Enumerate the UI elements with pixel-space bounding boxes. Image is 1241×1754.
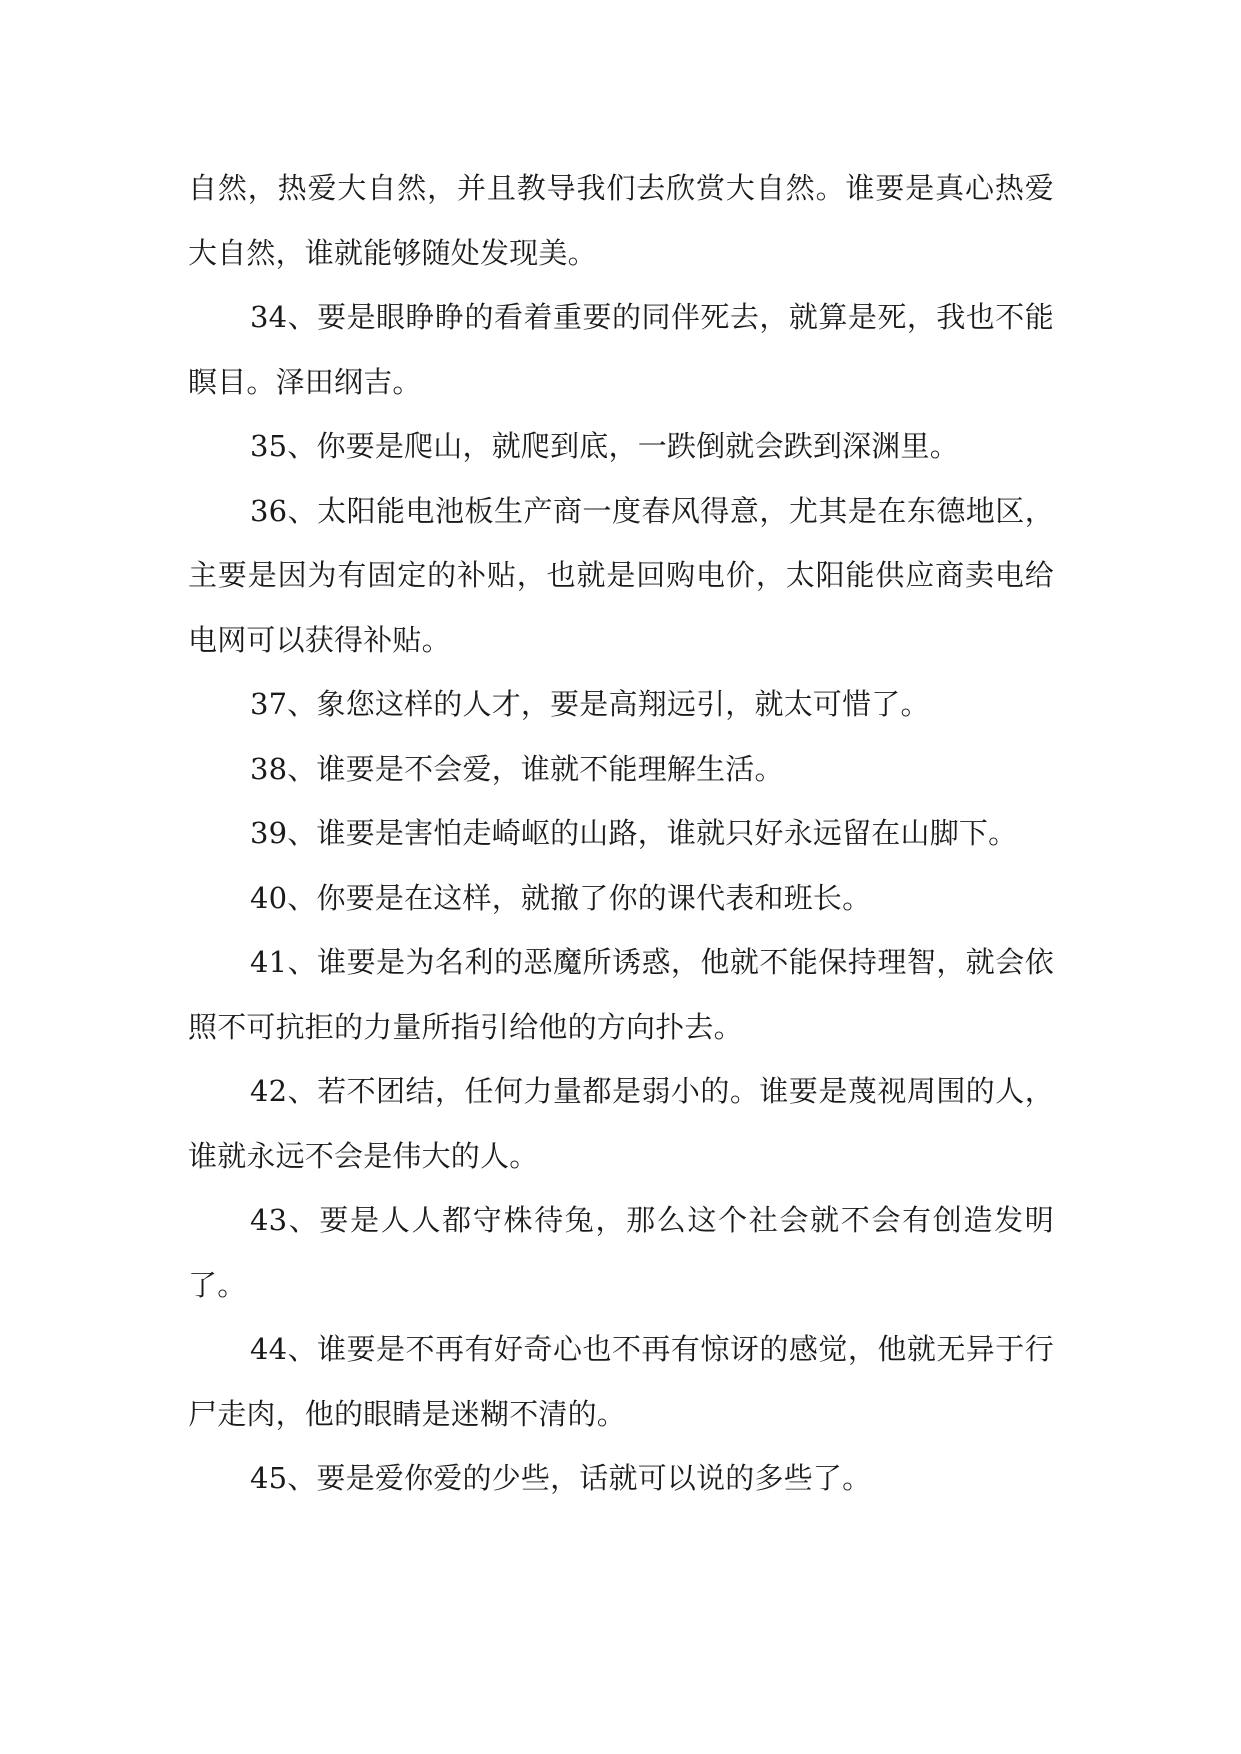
paragraph-44: 44、谁要是不再有好奇心也不再有惊讶的感觉，他就无异于行尸走肉，他的眼睛是迷糊不清的。 xyxy=(188,1332,1054,1431)
paragraph-42: 42、若不团结，任何力量都是弱小的。谁要是蔑视周围的人，谁就永远不会是伟大的人。 xyxy=(188,1074,1054,1173)
paragraph-39: 39、谁要是害怕走崎岖的山路，谁就只好永远留在山脚下。 xyxy=(250,816,1018,850)
paragraph-37: 37、象您这样的人才，要是高翔远引，就太可惜了。 xyxy=(250,687,930,721)
paragraph-40: 40、你要是在这样，就撤了你的课代表和班长。 xyxy=(250,880,872,915)
paragraph-38: 38、谁要是不会爱，谁就不能理解生活。 xyxy=(250,751,784,786)
paragraph-43: 43、要是人人都守株待兔，那么这个社会就不会有创造发明了。 xyxy=(188,1203,1054,1302)
paragraph-36: 36、太阳能电池板生产商一度春风得意，尤其是在东德地区，主要是因为有固定的补贴，也就是回购电价，太阳能供应商卖电给电网可以获得补贴。 xyxy=(188,493,1054,657)
paragraph-45: 45、要是爱你爱的少些，话就可以说的多些了。 xyxy=(250,1461,872,1495)
paragraph-34: 34、要是眼睁睁的看着重要的同伴死去，就算是死，我也不能瞑目。泽田纲吉。 xyxy=(188,300,1054,399)
paragraph-35: 35、你要是爬山，就爬到底，一跌倒就会跌到深渊里。 xyxy=(250,429,959,463)
document-body xyxy=(188,156,1054,1511)
paragraph-continuation: 自然，热爱大自然，并且教导我们去欣赏大自然。谁要是真心热爱大自然，谁就能够随处发现美。 xyxy=(188,171,1054,270)
paragraph-41: 41、谁要是为名利的恶魔所诱惑，他就不能保持理智，就会依照不可抗拒的力量所指引给他的方向扑去。 xyxy=(188,945,1054,1044)
